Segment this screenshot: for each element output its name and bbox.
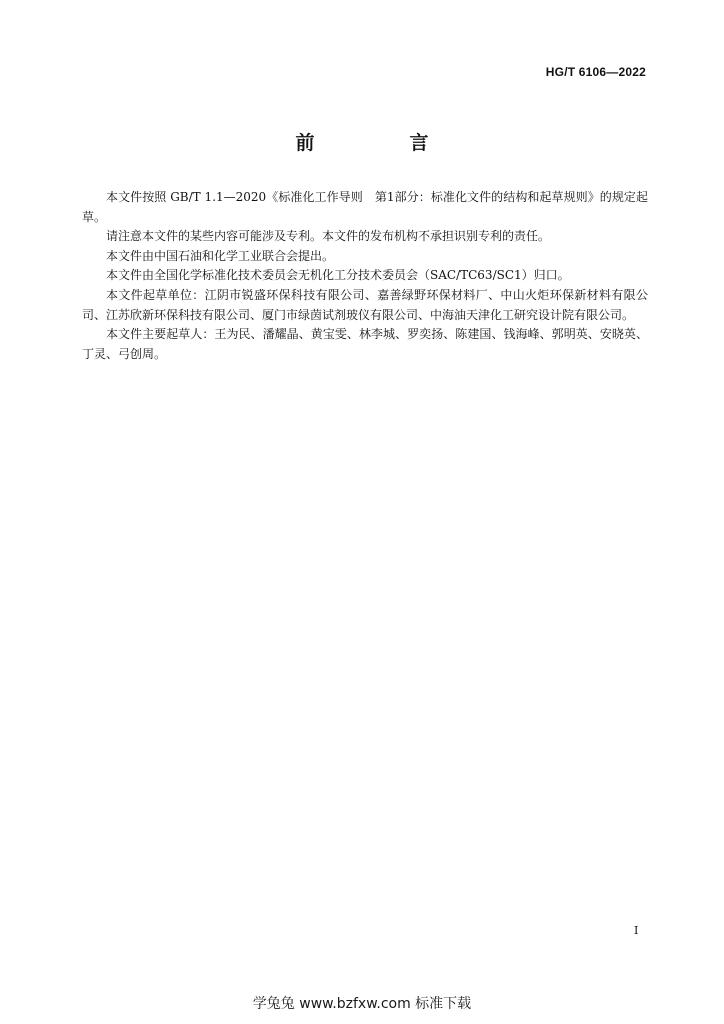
paragraph-patent-notice: 请注意本文件的某些内容可能涉及专利。本文件的发布机构不承担识别专利的责任。 [106,229,551,244]
paragraph-under-jurisdiction: 本文件由全国化学标准化技术委员会无机化工分技术委员会（SAC/TC63/SC1）归口。 [106,268,570,283]
paragraph-proposed-by: 本文件由中国石油和化学工业联合会提出。 [106,248,335,263]
foreword-body [82,188,648,364]
page-number: I [634,924,639,937]
download-watermark: 学兔兔 www.bzfxw.com 标准下载 [252,996,472,1012]
paragraph-drafting-units: 本文件起草单位：江阴市锐盛环保科技有限公司、嘉善绿野环保材料厂、中山火炬环保新材料有限公司、江苏欣新环保科技有限公司、厦门市绿茵试剂玻仪有限公司、中海油天津化工研究设计院有限公司。 [82,287,648,322]
standard-code: HG/T 6106—2022 [545,65,646,79]
paragraph-main-drafters: 本文件主要起草人：王为民、潘耀晶、黄宝雯、林李城、罗奕扬、陈建国、钱海峰、郭明英、安晓英、丁灵、弓创周。 [82,327,648,361]
paragraph-drafting-rules: 本文件按照 GB/T 1.1—2020《标准化工作导则 第1部分：标准化文件的结构和起草规则》的规定起草。 [82,190,648,224]
page-title: 前 言 [295,132,467,154]
